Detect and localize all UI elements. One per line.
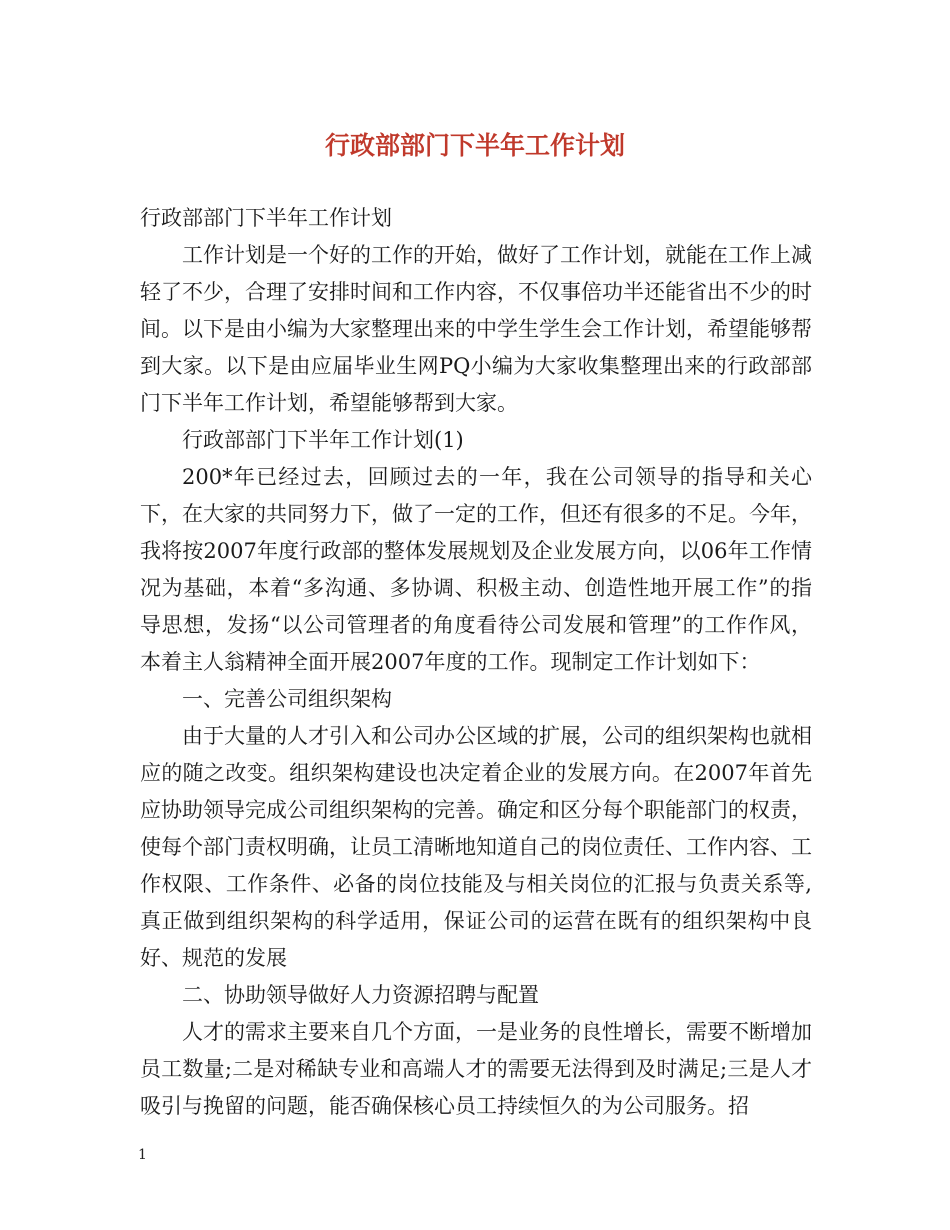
section-heading-org-structure: 一、完善公司组织架构: [182, 687, 392, 711]
page-number: 1: [138, 1147, 147, 1163]
intro-paragraph: 工作计划是一个好的工作的开始，做好了工作计划，就能在工作上减轻了不少，合理了安排时间和工作内容，不仅事倍功半还能省出不少的时间。以下是由小编为大家整理出来的中学生学生会工作计划，希望能够帮到大家。以下是由应届毕业生网PQ小编为大家收集整理出来的行政部部门下半年工作计划，希望能够帮到大家。: [140, 243, 812, 415]
section-heading-plan-1: 行政部部门下半年工作计划(1): [182, 428, 464, 452]
body-heading: 行政部部门下半年工作计划: [140, 206, 392, 230]
review-paragraph: 200*年已经过去，回顾过去的一年，我在公司领导的指导和关心下，在大家的共同努力下，做了一定的工作，但还有很多的不足。今年，我将按2007年度行政部的整体发展规划及企业发展方向，以06年工作情况为基础，本着“多沟通、多协调、积极主动、创造性地开展工作”的指导思想，发扬“以公司管理者的角度看待公司发展和管理”的工作作风，本着主人翁精神全面开展2007年度的工作。现制定工作计划如下：: [140, 465, 812, 674]
document-body: [140, 200, 812, 1125]
org-structure-paragraph: 由于大量的人才引入和公司办公区域的扩展，公司的组织架构也就相应的随之改变。组织架构建设也决定着企业的发展方向。在2007年首先应协助领导完成公司组织架构的完善。确定和区分每个职能部门的权责，使每个部门责权明确，让员工清晰地知道自己的岗位责任、工作内容、工作权限、工作条件、必备的岗位技能及与相关岗位的汇报与负责关系等,真正做到组织架构的科学适用，保证公司的运营在既有的组织架构中良好、规范的发展: [140, 724, 812, 970]
document-title: 行政部部门下半年工作计划: [324, 131, 625, 160]
recruitment-paragraph: 人才的需求主要来自几个方面，一是业务的良性增长，需要不断增加员工数量;二是对稀缺专业和高端人才的需要无法得到及时满足;三是人才吸引与挽留的问题，能否确保核心员工持续恒久的为公司服务。招: [140, 1020, 812, 1118]
section-heading-recruitment: 二、协助领导做好人力资源招聘与配置: [182, 983, 539, 1007]
